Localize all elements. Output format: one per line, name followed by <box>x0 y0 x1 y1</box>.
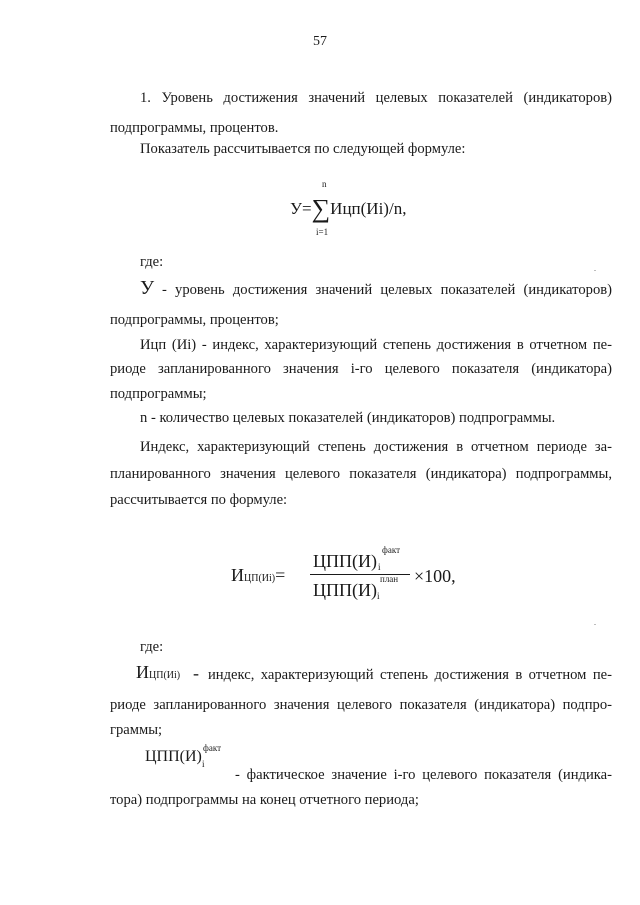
index-symbol <box>136 663 180 681</box>
index-paragraph-line-2: планированного значения целевого показателя (индикатора) подпрограммы, <box>110 466 612 482</box>
lhs-equals: = <box>275 565 286 585</box>
where-label-1: где: <box>140 254 164 270</box>
u-symbol: У <box>140 277 155 299</box>
denominator-subscript: i <box>377 591 380 601</box>
intro-text: Показатель рассчитывается по следующей формуле: <box>140 141 466 157</box>
heading-line-2: подпрограммы, процентов. <box>110 120 279 136</box>
formula-sum <box>290 193 407 223</box>
sum-lower-limit: i=1 <box>316 227 329 237</box>
numerator-subscript: i <box>378 562 381 572</box>
lhs-symbol: И <box>231 565 244 585</box>
index-symbol-subscript: ЦП(Иi) <box>149 670 181 681</box>
icp-definition-line-2: риоде запланированного значения i-го целевого показателя (индикатора) <box>110 361 612 377</box>
fact-superscript: факт <box>203 743 222 753</box>
icp-definition-line-3: подпрограммы; <box>110 386 207 402</box>
numerator-superscript: факт <box>382 545 401 555</box>
sigma-symbol: ∑ <box>311 194 331 223</box>
formula-sum-body: Ицп(Иi)/n, <box>330 199 407 218</box>
fact-definition-line-2: тора) подпрограммы на конец отчетного периода; <box>110 792 419 808</box>
n-definition: n - количество целевых показателей (индикаторов) подпрограммы. <box>140 410 556 426</box>
u-definition-line-2: подпрограммы, процентов; <box>110 312 279 328</box>
sum-upper-limit: n <box>322 179 327 189</box>
lhs-subscript: ЦП(Иi) <box>244 573 276 584</box>
index-paragraph-line-1: Индекс, характеризующий степень достижения в отчетном периоде за- <box>140 439 612 455</box>
index-symbol-main: И <box>136 662 149 682</box>
multiply-hundred: ×100, <box>414 566 456 586</box>
denominator: ЦПП(И) <box>313 580 377 600</box>
scan-speck <box>594 624 596 625</box>
fact-subscript: i <box>202 759 205 769</box>
index-paragraph-line-3: рассчитывается по формуле: <box>110 492 288 508</box>
where-label-2: где: <box>140 639 164 655</box>
denominator-superscript: план <box>380 574 399 584</box>
formula-index-lhs <box>231 566 285 584</box>
heading-line-1: 1. Уровень достижения значений целевых показателей (индикаторов) <box>140 90 612 106</box>
index-definition-line-1: индекс, характеризующий степень достижения в отчетном пе- <box>208 667 612 683</box>
icp-definition-line-1: Ицп (Иi) - индекс, характеризующий степень достижения в отчетном пе- <box>140 337 612 353</box>
formula-sum-lhs: У= <box>290 199 312 218</box>
index-definition-line-3: граммы; <box>110 722 163 738</box>
fact-definition-line-1: - фактическое значение i-го целевого показателя (индика- <box>235 767 612 783</box>
u-definition-line-1: - уровень достижения значений целевых показателей (индикаторов) <box>162 282 612 298</box>
index-dash: - <box>193 663 199 683</box>
page-number: 57 <box>313 34 327 49</box>
fact-symbol: ЦПП(И) <box>145 748 202 765</box>
scan-speck <box>594 270 596 271</box>
numerator: ЦПП(И) <box>313 551 377 571</box>
index-definition-line-2: риоде запланированного значения целевого показателя (индикатора) подпро- <box>110 697 612 713</box>
